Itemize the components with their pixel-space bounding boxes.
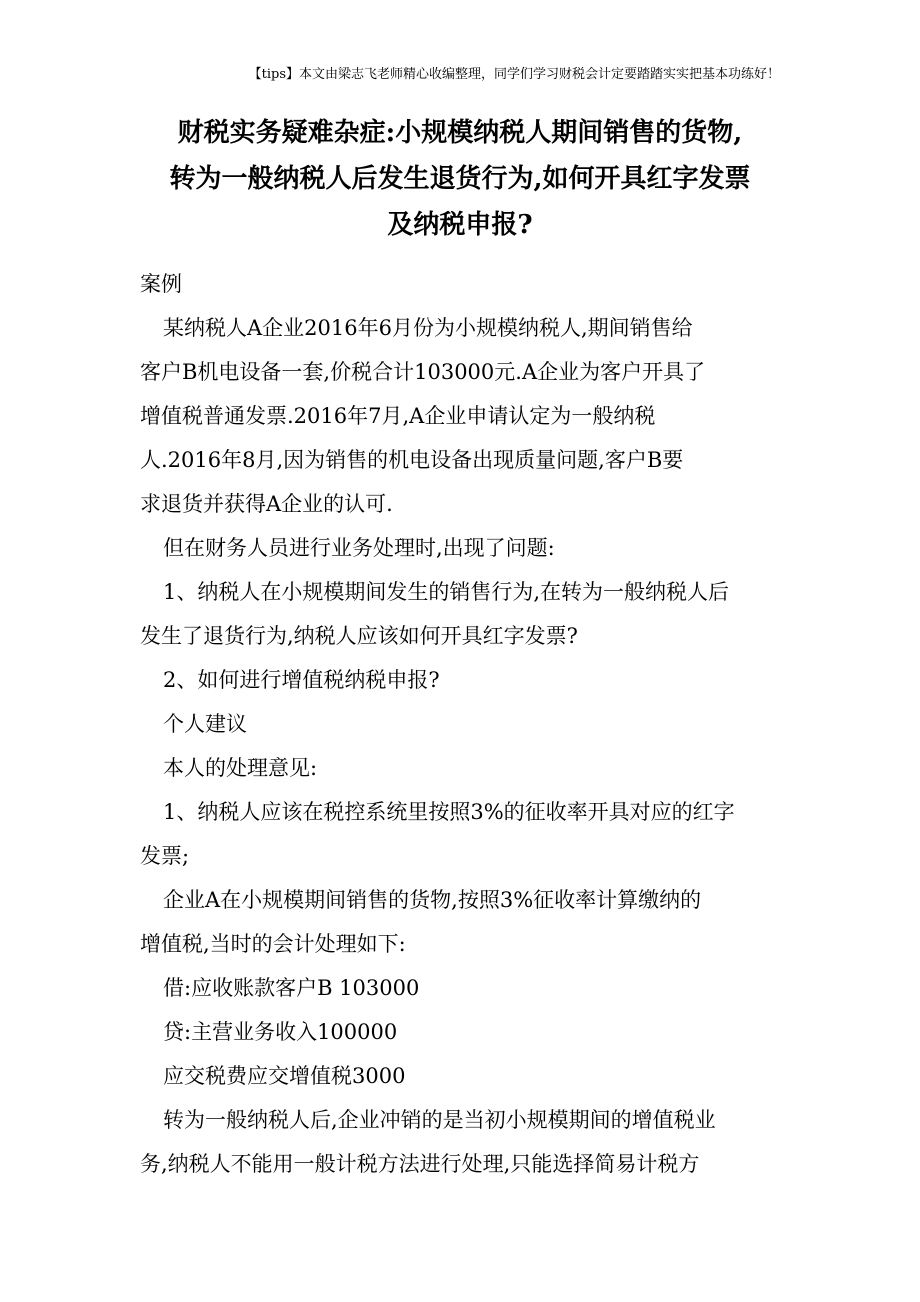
case-line-4: 人.2016年8月,因为销售的机电设备出现质量问题,客户B要 [140, 448, 684, 472]
title-line-1: 财税实务疑难杂症:小规模纳税人期间销售的货物, [177, 118, 743, 148]
document-body [140, 262, 780, 1186]
explanation-paragraph [140, 878, 780, 966]
case-paragraph [140, 306, 780, 526]
journal-entry-debit: 借:应收账款客户B 103000 [163, 976, 420, 1000]
closing-paragraph [140, 1098, 780, 1186]
journal-entry-credit-tax: 应交税费应交增值税3000 [163, 1064, 406, 1088]
explanation-line-1: 企业A在小规模期间销售的货物,按照3%征收率计算缴纳的 [163, 888, 702, 912]
answer-1-line-1: 1、纳税人应该在税控系统里按照3%的征收率开具对应的红字 [163, 800, 735, 824]
opinion-intro: 本人的处理意见: [163, 756, 318, 780]
section-heading-advice: 个人建议 [163, 712, 247, 736]
section-heading-case: 案例 [140, 272, 182, 296]
closing-line-1: 转为一般纳税人后,企业冲销的是当初小规模期间的增值税业 [163, 1108, 716, 1132]
document-title [140, 110, 780, 248]
case-line-5: 求退货并获得A企业的认可. [140, 492, 393, 516]
question-1-line-1: 1、纳税人在小规模期间发生的销售行为,在转为一般纳税人后 [163, 580, 730, 604]
title-line-2: 转为一般纳税人后发生退货行为,如何开具红字发票 [169, 164, 751, 194]
header-tip: 【tips】本文由梁志飞老师精心收编整理，同学们学习财税会计定要踏踏实实把基本功练好！ [248, 67, 780, 82]
journal-entry-credit-revenue: 贷:主营业务收入100000 [163, 1020, 398, 1044]
question-1-line-2: 发生了退货行为,纳税人应该如何开具红字发票? [140, 624, 578, 648]
title-line-3: 及纳税申报? [387, 210, 533, 240]
answer-1 [140, 790, 780, 878]
answer-1-line-2: 发票; [140, 844, 190, 868]
case-line-1: 某纳税人A企业2016年6月份为小规模纳税人,期间销售给 [163, 316, 693, 340]
question-1 [140, 570, 780, 658]
closing-line-2: 务,纳税人不能用一般计税方法进行处理,只能选择简易计税方 [140, 1152, 700, 1176]
case-line-3: 增值税普通发票.2016年7月,A企业申请认定为一般纳税 [140, 404, 656, 428]
case-line-2: 客户B机电设备一套,价税合计103000元.A企业为客户开具了 [140, 360, 706, 384]
question-2: 2、如何进行增值税纳税申报? [163, 668, 440, 692]
problem-intro: 但在财务人员进行业务处理时,出现了问题: [163, 536, 555, 560]
explanation-line-2: 增值税,当时的会计处理如下: [140, 932, 406, 956]
